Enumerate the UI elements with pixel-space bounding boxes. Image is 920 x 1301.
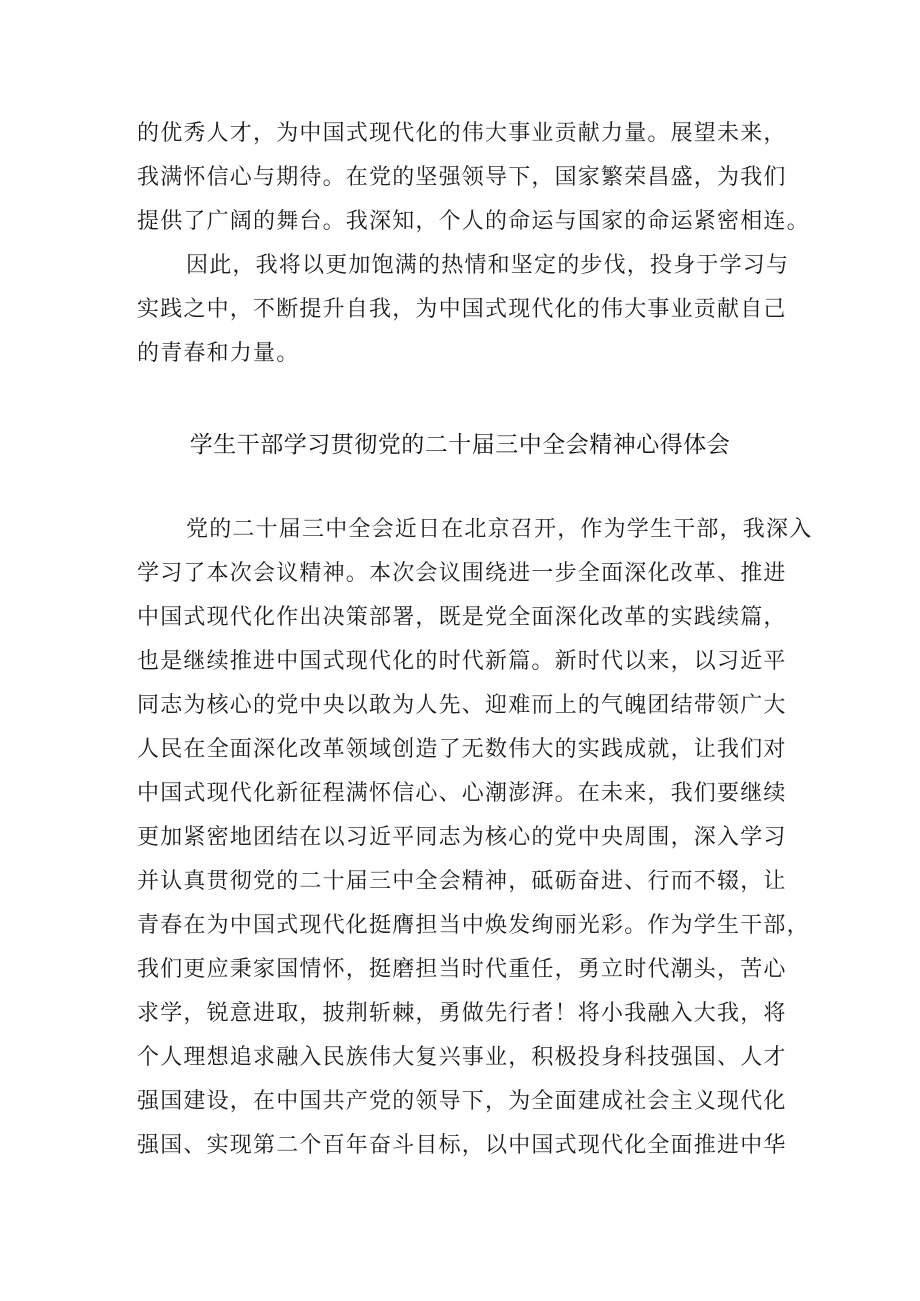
body-text-line: 中国式现代化作出决策部署，既是党全面深化改革的实践续篇， — [137, 605, 787, 630]
body-text-line: 党的二十届三中全会近日在北京召开，作为学生干部，我深入 — [186, 517, 813, 542]
body-text-line: 学习了本次会议精神。本次会议围绕进一步全面深化改革、推进 — [137, 561, 787, 586]
body-text-line: 我满怀信心与期待。在党的坚强领导下，国家繁荣昌盛，为我们 — [137, 165, 787, 190]
body-text-line: 实践之中，不断提升自我，为中国式现代化的伟大事业贡献自己 — [137, 297, 787, 322]
body-text-line: 强国、实现第二个百年奋斗目标，以中国式现代化全面推进中华 — [137, 1133, 787, 1158]
body-text-line: 的青春和力量。 — [137, 341, 300, 366]
body-text-line: 青春在为中国式现代化挺膺担当中焕发绚丽光彩。作为学生干部， — [137, 913, 810, 938]
body-text-line: 中国式现代化新征程满怀信心、心潮澎湃。在未来，我们要继续 — [137, 781, 787, 806]
body-text-line: 同志为核心的党中央以敢为人先、迎难而上的气魄团结带领广大 — [137, 693, 787, 718]
body-text-line: 人民在全面深化改革领域创造了无数伟大的实践成就，让我们对 — [137, 737, 787, 762]
body-text-line: 求学，锐意进取，披荆斩棘，勇做先行者！将小我融入大我，将 — [137, 1001, 787, 1026]
body-text-line: 我们更应秉家国情怀，挺磨担当时代重任，勇立时代潮头，苦心 — [137, 957, 787, 982]
body-text-line: 因此，我将以更加饱满的热情和坚定的步伐，投身于学习与 — [186, 253, 790, 278]
body-text-line: 提供了广阔的舞台。我深知，个人的命运与国家的命运紧密相连。 — [137, 209, 810, 234]
body-text-line: 更加紧密地团结在以习近平同志为核心的党中央周围，深入学习 — [137, 825, 787, 850]
body-text-line: 的优秀人才，为中国式现代化的伟大事业贡献力量。展望未来， — [137, 121, 787, 146]
body-text-line: 个人理想追求融入民族伟大复兴事业，积极投身科技强国、人才 — [137, 1045, 787, 1070]
body-text-line: 并认真贯彻党的二十届三中全会精神，砥砺奋进、行而不辍，让 — [137, 869, 787, 894]
body-text-line: 强国建设，在中国共产党的领导下，为全面建成社会主义现代化 — [137, 1089, 787, 1114]
body-text-line: 也是继续推进中国式现代化的时代新篇。新时代以来，以习近平 — [137, 649, 787, 674]
article-title: 学生干部学习贯彻党的二十届三中全会精神心得体会 — [189, 432, 731, 458]
